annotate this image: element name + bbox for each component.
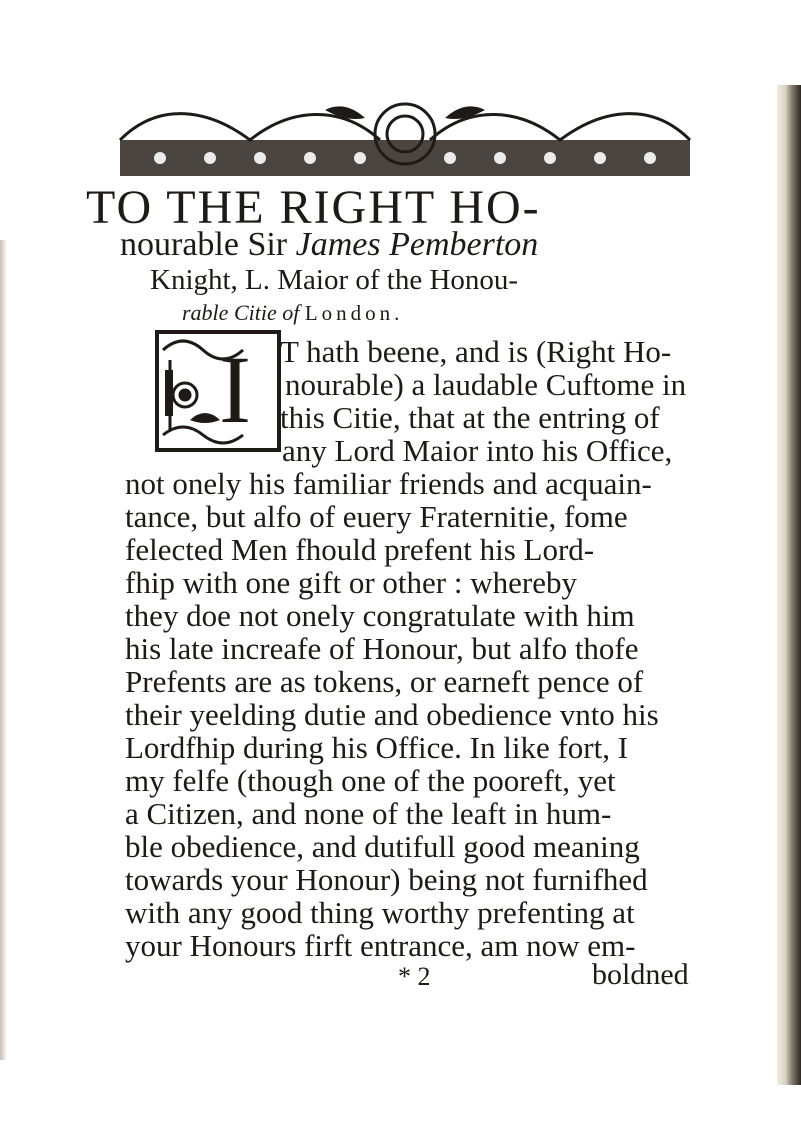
ornamental-headpiece [100,100,710,180]
title-line-3: Knight, L. Maior of the Honou- [150,264,519,296]
signature-mark: * 2 [398,962,431,991]
body-line-19: your Honours firft entrance, am now em- [125,928,636,963]
body-line-7: felected Men fhould prefent his Lord- [125,532,595,567]
body-line-11: Prefents are as tokens, or earneft pence of [125,664,644,699]
body-line-9: they doe not onely congratulate with him [125,598,635,633]
catchword: boldned [592,958,689,991]
body-line-13: Lordfhip during his Office. In like fort, I [125,730,629,765]
initial-letter: I [219,336,251,443]
title-line-2-a: nourable Sir [120,226,296,263]
body-line-10: his late increafe of Honour, but alfo thofe [125,631,639,666]
body-line-8: fhip with one gift or other : whereby [125,565,577,600]
body-line-6: tance, but alfo of euery Fraternitie, fome [125,499,628,534]
title-name: James Pemberton [295,226,539,263]
title-line-4-a: rable Citie of [182,300,305,325]
book-gutter-shadow [777,85,801,1085]
body-line-16: ble obedience, and dutifull good meaning [125,829,640,864]
body-line-1: T hath beene, and is (Right Ho- [280,334,672,369]
title-line-1: TO THE RIGHT HO- [86,181,541,234]
body-line-17: towards your Honour) being not furnifhed [125,862,648,897]
body-line-2: nourable) a laudable Cuftome in [285,367,687,402]
body-line-15: a Citizen, and none of the leaft in hum- [125,796,612,831]
title-line-4 [182,300,403,326]
body-line-4: any Lord Maior into his Office, [282,433,673,468]
page-left-edge [0,240,6,1060]
decorated-initial [155,330,281,452]
body-line-5: not onely his familiar friends and acquain- [125,466,652,501]
body-line-14: my felfe (though one of the pooreft, yet [125,763,616,798]
body-line-18: with any good thing worthy prefenting at [125,895,635,930]
title-city: London. [304,301,404,325]
body-line-12: their yeelding dutie and obedience vnto his [125,697,659,732]
body-line-3: this Citie, that at the entring of [280,400,660,435]
title-line-2 [120,226,538,264]
